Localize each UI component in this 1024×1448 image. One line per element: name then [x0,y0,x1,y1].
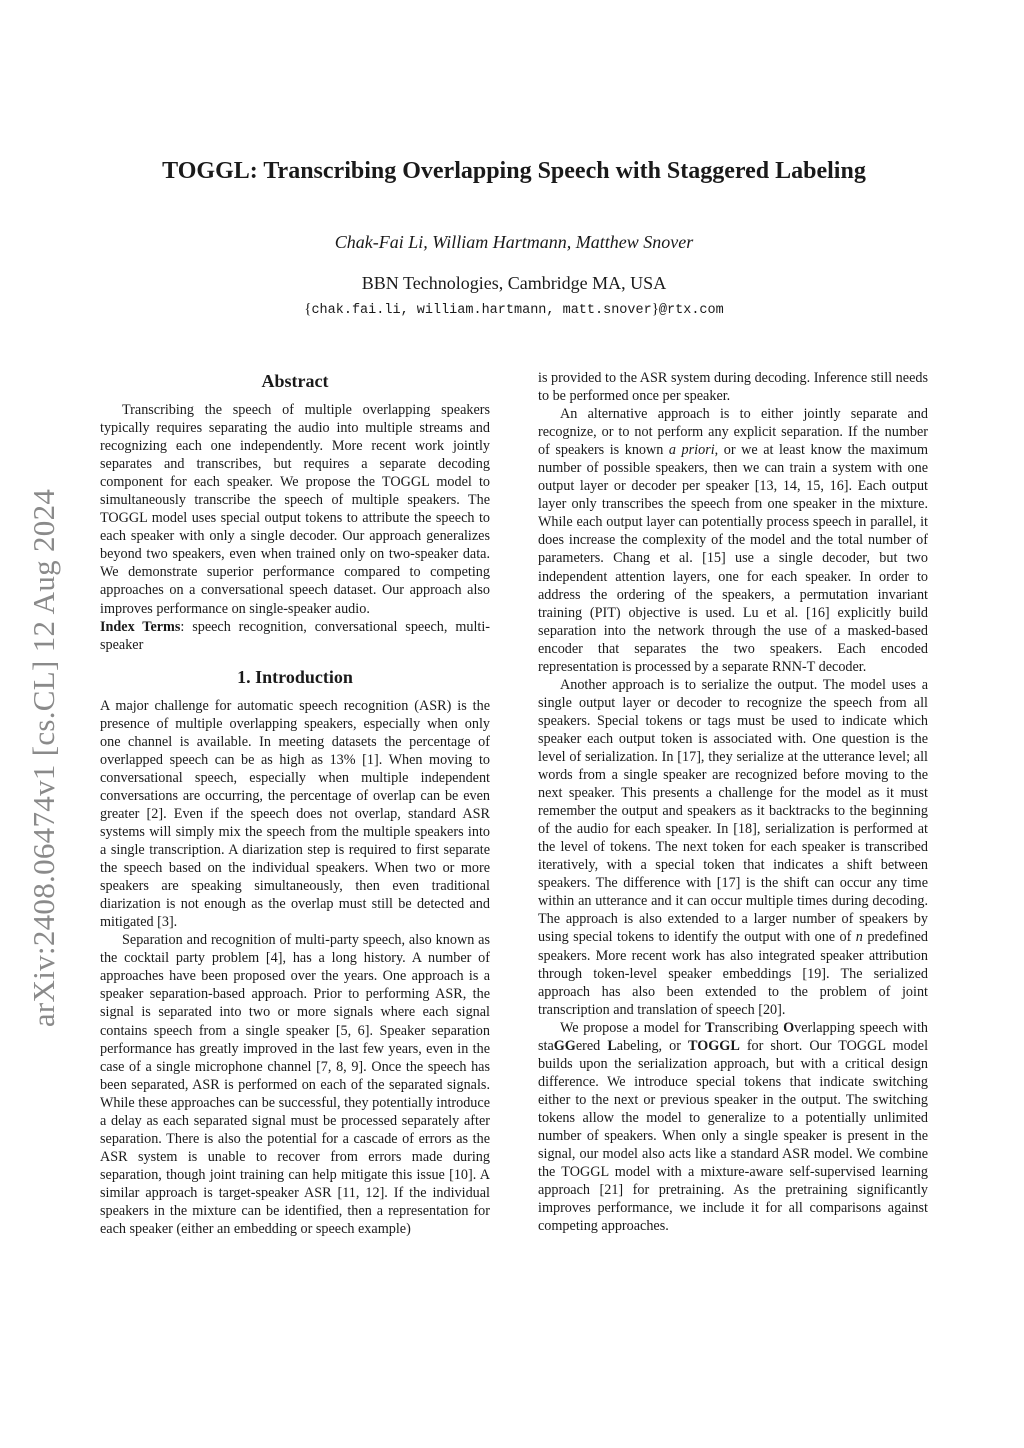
p5-s5: abeling, or [616,1037,688,1054]
p3-text-a: An alternative approach is to either jointly separate and recognize, or to not perform any explicit separation. If the number of speakers is known [538,406,928,459]
intro-paragraph-2-continued: is provided to the ASR system during decoding. Inference still needs to be performed once per speaker. [538,370,928,405]
p4-text-b: predefined speakers. More recent work has also integrated speaker attribution through token-level speaker embeddings [19]. The serialized approach has also been extended to the problem of joint transcription and translation of speech [20]. [538,929,928,1018]
index-terms-label: Index Terms [100,618,181,635]
p5-s4: ered [575,1037,608,1054]
section-heading-introduction: 1. Introduction [237,666,353,687]
p3-text-b: , or we at least know the maximum number of possible speakers, then we can train a system with one output layer or decoder per speaker [13, 14, 15, 16]. Each output layer only transcribes the speech from one speaker in the mixture. While each output layer can potentially process speech in parallel, it does increase the complexity of the model and the total number of parameters. Chang et al. [15] use a single decoder, but two independent attention layers, one for each speaker. In order to address the ordering of the speakers, a permutation invariant training (PIT) objective is used. Lu et al. [16] explicitly build separation into the network through the use of a masked-based encoder that separates the two speakers. Each encoded representation is processed by a separate RNN-T decoder. [538,442,928,675]
affiliation: BBN Technologies, Cambridge MA, USA [361,273,667,293]
email-brace-open: { [304,301,312,317]
abstract-heading: Abstract [261,371,329,391]
p4-text-a: Another approach is to serialize the output. The model uses a single output layer or decoder to recognize the speech from all speakers. Special tokens or tags must be used to indicate which speaker each output token is associated with. One question is the level of serialization. In [17], they serialize at the utterance level; all words from a single speaker are recognized before moving to the next speaker. This presents a challenge for the model as it must remember the output and speakers as it backtracks to the beginning of the audio for each speaker. In [18], serialization is performed at the level of tokens. The next token for each speaker is transcribed iteratively, with a special token that indicates a shift between speakers. The difference with [17] is the shift can occur any time within an utterance and it can occur multiple times during decoding. The approach is also extended to a larger number of speakers by using special tokens to identify the output with one of [538,676,928,946]
email-domain: @rtx.com [658,303,724,318]
right-column [538,369,928,1235]
arxiv-id: arXiv:2408.06474v1 [cs.CL] 12 Aug 2024 [26,488,61,1028]
intro-paragraph-3 [538,405,928,676]
p5-b5: TOGGL [688,1037,740,1054]
paper-title: TOGGL: Transcribing Overlapping Speech with Staggered Labeling [162,158,866,184]
left-column [100,369,490,1238]
p5-b4: L [607,1037,617,1054]
p5-s2: ranscribing [714,1019,784,1036]
index-terms [100,618,490,654]
p5-b1: T [705,1019,715,1036]
intro-paragraph-2: Separation and recognition of multi-party speech, also known as the cocktail party problem [4], has a long history. A number of approaches have been proposed over the years. One approach is a speaker separation-based approach. Prior to performing ASR, the signal is separated into two or more signals where each signal contains speech from a single speaker [5, 6]. Speaker separation performance has greatly improved in the last few years, even in the case of a single microphone channel [7, 8, 9]. Once the speech has been separated, ASR is performed on each of the separated signals. While these approaches can be successful, they potentially introduce a delay as each separated signal must be processed separately after separation. There is also the potential for a cascade of errors as the ASR system is unable to recover from errors made during separation, though joint training can help mitigate this issue [10]. A similar approach is target-speaker ASR [11, 12]. If the individual speakers in the mixture can be identified, then a representation for each speaker (either an embedding or speech example) [100,932,490,1238]
abstract-text: Transcribing the speech of multiple overlapping speakers typically requires separating the audio into multiple streams and recognizing each one independently. More recent work jointly separates and transcribes, but requires a separate decoding component for each speaker. We propose the TOGGL model to simultaneously transcribe the speech of multiple speakers. The TOGGL model uses special output tokens to attribute the speech to each speaker with only a single decoder. Our approach generalizes beyond two speakers, even when trained only on two-speaker data. We demonstrate superior performance compared to competing approaches on a conversational speech dataset. Our approach also improves performance on single-speaker audio. [100,402,490,617]
p5-b2: O [783,1019,795,1036]
email-addresses: chak.fai.li, william.hartmann, matt.snover [311,303,652,318]
p3-emphasis: a priori [668,442,715,459]
email-brace-close: } [651,301,659,317]
arxiv-watermark [28,448,60,1068]
p5-s6: for short. Our TOGGL model builds upon the serialization approach, but with a critical design difference. We introduce special tokens that indicate switching either to the next or previous speaker in the output. The switching tokens allow the model to generalize to a potentially unlimited number of speakers. When only a single speaker is present in the signal, our model also acts like a standard ASR model. We combine the TOGGL model with a mixture-aware self-supervised learning approach [21] for pretraining. As the pretraining significantly improves performance, we include it for all comparisons against competing approaches. [538,1037,929,1235]
intro-paragraph-4 [538,676,928,1019]
p5-b3: GG [553,1037,576,1054]
p4-emphasis: n [855,929,863,946]
intro-paragraph-5 [538,1019,928,1236]
intro-paragraph-1: A major challenge for automatic speech recognition (ASR) is the presence of multiple overlapping speakers, especially when only one channel is available. In meeting datasets the percentage of overlapped speech can be as high as 13% [1]. When moving to conversational speech, especially when multiple independent conversations are occurring, the percentage of overlap can be even greater [2]. Even if the speech does not overlap, standard ASR systems will simply mix the speech from the multiple speakers into a single transcription. A diarization step is required to first separate the speech based on the individual speakers. When two or more speakers are speaking simultaneously, then even traditional diarization is not enough as the overlap must still be detected and mitigated [3]. [100,697,490,931]
p5-s3: verlapping speech with sta [538,1019,928,1054]
p5-s1: We propose a model for [560,1019,706,1036]
author-list: Chak-Fai Li, William Hartmann, Matthew Snover [334,232,694,252]
email-line [100,301,928,318]
index-terms-text: : speech recognition, conversational speech, multi-speaker [100,618,490,653]
